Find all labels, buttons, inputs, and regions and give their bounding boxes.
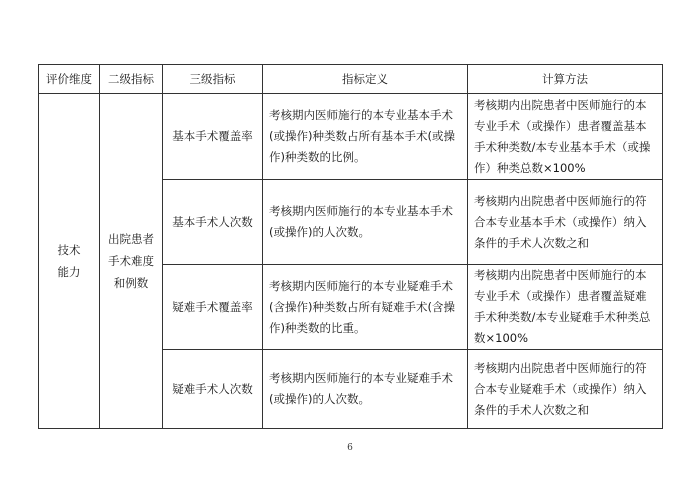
- indicator-cell: 基本手术人次数: [163, 180, 263, 265]
- table-row: [39, 94, 663, 180]
- definition-cell: 考核期内医师施行的本专业基本手术(或操作)种类数占所有基本手术(或操作)种类数的比例。: [263, 94, 468, 180]
- header-calculation-method: 计算方法: [468, 65, 663, 94]
- secondary-indicator-label: 出院患者 手术难度 和例数: [108, 232, 154, 290]
- method-cell: 考核期内出院患者中医师施行的本专业手术（或操作）患者覆盖疑难手术种类数/本专业疑难手术种类总数×100%: [468, 265, 663, 350]
- table-header-row: [39, 65, 663, 94]
- definition-cell: 考核期内医师施行的本专业疑难手术(含操作)种类数占所有疑难手术(含操作)种类数的比重。: [263, 265, 468, 350]
- header-definition: 指标定义: [263, 65, 468, 94]
- header-dimension: 评价维度: [39, 65, 100, 94]
- indicator-cell: 基本手术覆盖率: [163, 94, 263, 180]
- page-number: 6: [347, 443, 353, 453]
- method-cell: 考核期内出院患者中医师施行的符合本专业基本手术（或操作）纳入条件的手术人次数之和: [468, 180, 663, 265]
- secondary-indicator-cell: [100, 94, 163, 429]
- method-cell: 考核期内出院患者中医师施行的本专业手术（或操作）患者覆盖基本手术种类数/本专业基本手术（或操作）种类总数×100%: [468, 94, 663, 180]
- indicator-cell: 疑难手术人次数: [163, 350, 263, 429]
- dimension-label: 技术 能力: [57, 243, 81, 279]
- indicator-table: [38, 64, 663, 429]
- method-cell: 考核期内出院患者中医师施行的符合本专业疑难手术（或操作）纳入条件的手术人次数之和: [468, 350, 663, 429]
- header-secondary-indicator: 二级指标: [100, 65, 163, 94]
- dimension-cell: [39, 94, 100, 429]
- definition-cell: 考核期内医师施行的本专业基本手术(或操作)的人次数。: [263, 180, 468, 265]
- header-tertiary-indicator: 三级指标: [163, 65, 263, 94]
- indicator-cell: 疑难手术覆盖率: [163, 265, 263, 350]
- definition-cell: 考核期内医师施行的本专业疑难手术(或操作)的人次数。: [263, 350, 468, 429]
